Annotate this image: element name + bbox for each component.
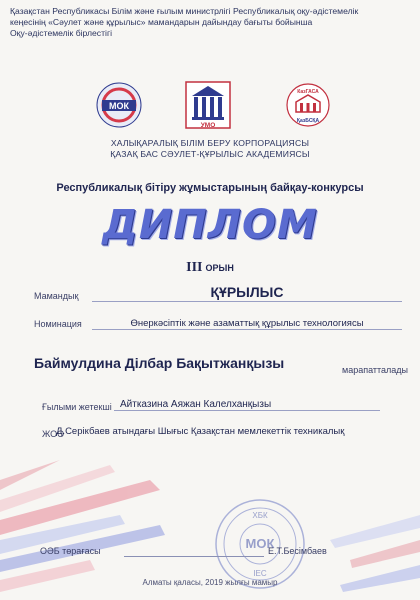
city-year: Алматы қаласы, 2019 жылғы мамыр xyxy=(142,578,278,587)
ministry-line-2: кеңесінің «Сәулет және құрылыс» мамандарын дайындау бағыты бойынша xyxy=(10,17,313,27)
chair-name: Е.Т.Бесімбаев xyxy=(268,546,327,556)
contest-title: Республикалық бітіру жұмыстарының байқау-конкурсы xyxy=(56,182,364,194)
ministry-header xyxy=(10,6,410,39)
decorative-stripes xyxy=(0,420,420,600)
stamp-top-text: ХБК xyxy=(252,511,268,520)
organization-line-2: ҚАЗАҚ БАС СӘУЛЕТ-ҚҰРЫЛЫС АКАДЕМИЯСЫ xyxy=(110,149,310,159)
supervisor-label: Ғылыми жетекші xyxy=(42,402,112,412)
ministry-line-1: Қазақстан Республикасы Білім және ғылым министрлігі Республикалық оқу-әдістемелік xyxy=(10,6,359,16)
logo-row xyxy=(0,80,420,132)
organization-block xyxy=(0,138,420,160)
stamp-center-text: МОК xyxy=(245,536,275,551)
awarded-text: марапатталады xyxy=(342,365,409,375)
organization-line-1: ХАЛЫҚАРАЛЫҚ БІЛІМ БЕРУ КОРПОРАЦИЯСЫ xyxy=(110,138,310,148)
specialty-value: ҚҰРЫЛЫС xyxy=(92,284,402,302)
umo-logo-icon xyxy=(184,80,232,130)
place-number: III xyxy=(186,260,203,275)
official-stamp xyxy=(214,498,306,590)
university-label: ЖОО xyxy=(42,429,65,439)
place-word: ОРЫН xyxy=(205,263,234,273)
kazgasa-logo-icon xyxy=(284,82,332,128)
chair-label: ОӘБ төрағасы xyxy=(40,546,101,556)
stamp-bottom-text: IEC xyxy=(253,569,267,578)
university-value: Д.Серікбаев атындағы Шығыс Қазақстан мемлекеттік техникалық xyxy=(56,426,345,437)
diploma-title: ДИПЛОМ xyxy=(102,202,318,248)
supervisor-value: Айтказина Аяжан Калелханқызы xyxy=(114,399,380,411)
recipient-name: Баймулдина Ділбар Бақытжанқызы xyxy=(34,355,285,371)
umo-logo-text: УМО xyxy=(200,122,216,129)
place-award xyxy=(0,258,420,276)
mok-logo-text: МОК xyxy=(109,101,129,111)
ministry-line-3: Оқу-әдістемелік бірлестігі xyxy=(10,28,112,38)
kazgasa-top-text: КазГАСА xyxy=(297,89,319,95)
mok-logo-icon xyxy=(96,82,142,128)
signature-line xyxy=(124,556,264,557)
nomination-label: Номинация xyxy=(34,319,82,329)
specialty-label: Мамандық xyxy=(34,291,79,301)
kazgasa-bottom-text: ҚазБСҚА xyxy=(296,118,320,124)
nomination-value: Өнеркәсіптік және азаматтық құрылыс технологиясы xyxy=(92,318,402,330)
